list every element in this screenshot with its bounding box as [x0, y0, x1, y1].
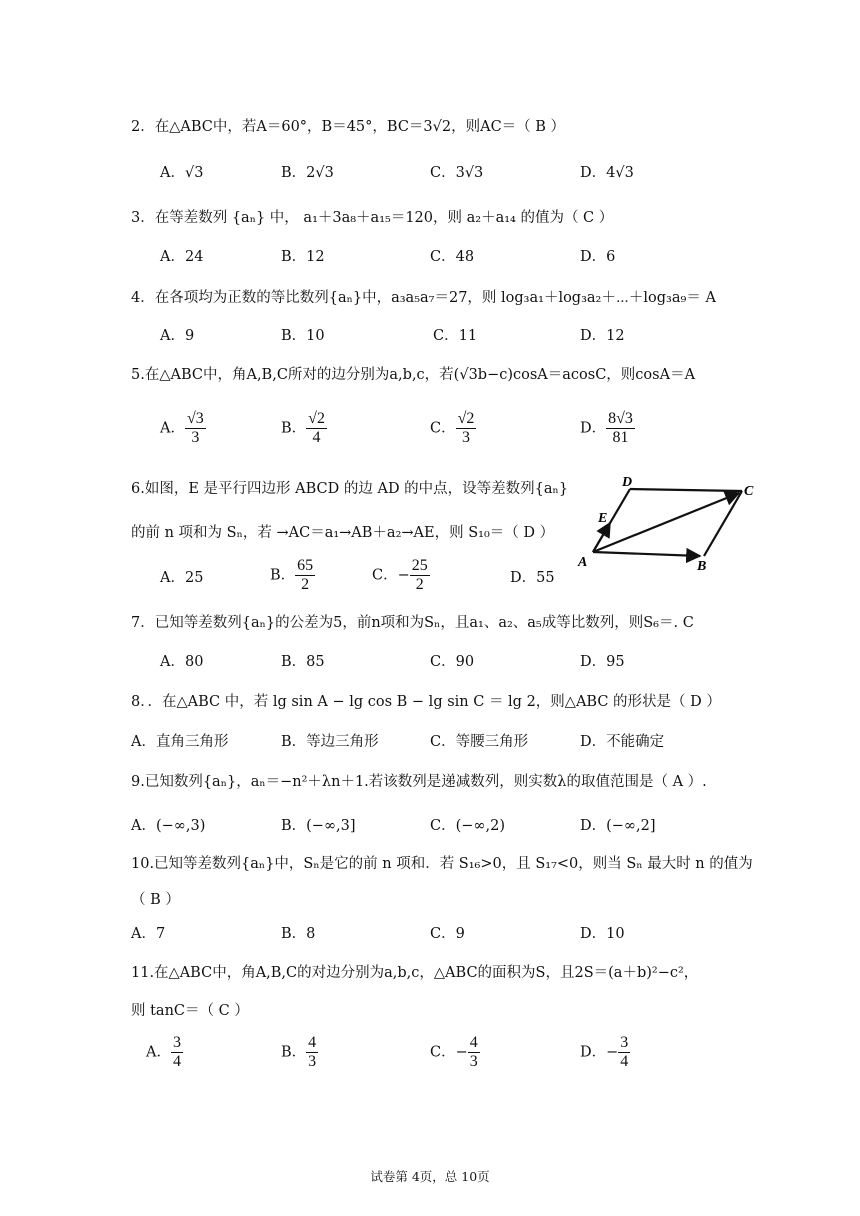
question-4-stem: 4．在各项均为正数的等比数列{aₙ}中，a₃a₅a₇＝27，则 log₃a₁＋log₃a₂＋⋯＋log₃a₉＝ A — [131, 290, 716, 306]
question-10-stem-line2: （ B ） — [131, 892, 180, 908]
q10-option-a: A．7 — [131, 926, 166, 942]
q9-option-a: A．(−∞,3) — [131, 818, 206, 834]
q3-option-b: B．12 — [281, 249, 325, 265]
label-c: C — [744, 484, 754, 499]
q7-option-b: B．85 — [281, 654, 325, 670]
q2-option-b: B．2√3 — [281, 165, 334, 181]
q4-option-d: D．12 — [580, 328, 625, 344]
q6-option-d: D．55 — [510, 570, 555, 586]
q2-option-a: A．√3 — [160, 165, 204, 181]
question-5-stem: 5.在△ABC中，角A,B,C所对的边分别为a,b,c，若(√3b−c)cosA＝acosC，则cosA＝A — [131, 367, 696, 383]
q3-option-a: A．24 — [160, 249, 204, 265]
label-d: D — [622, 475, 633, 490]
q7-option-a: A．80 — [160, 654, 204, 670]
parallelogram-figure — [560, 470, 790, 580]
question-10-stem-line1: 10.已知等差数列{aₙ}中，Sₙ是它的前 n 项和．若 S₁₆>0，且 S₁₇<0，则当 Sₙ 最大时 n 的值为 — [131, 856, 753, 872]
q9-option-d: D．(−∞,2] — [580, 818, 656, 834]
q11-option-d: D．− $\frac{3}{4}$ — [580, 1034, 629, 1070]
q11-option-a: A． $\frac{3}{4}$ — [146, 1034, 181, 1070]
question-11-stem-line1: 11.在△ABC中，角A,B,C的对边分别为a,b,c，△ABC的面积为S，且2S＝(a＋b)²−c²， — [131, 965, 699, 981]
q4-option-b: B．10 — [281, 328, 325, 344]
q10-option-d: D．10 — [580, 926, 625, 942]
q10-option-b: B．8 — [281, 926, 316, 942]
side-cb — [704, 491, 742, 556]
q5-option-c: C． $\frac{√2}{3}$ — [430, 410, 475, 446]
q2-option-c: C．3√3 — [430, 165, 484, 181]
q11-option-b: B． $\frac{4}{3}$ — [281, 1034, 317, 1070]
q8-option-d: D．不能确定 — [580, 734, 665, 750]
q10-option-c: C．9 — [430, 926, 465, 942]
label-e: E — [598, 511, 608, 526]
q4-option-c: C．11 — [433, 328, 478, 344]
vector-ab — [593, 552, 700, 556]
q2-option-d: D．4√3 — [580, 165, 634, 181]
q6-option-a: A．25 — [160, 570, 204, 586]
q5-option-d: D． $\frac{8√3}{81}$ — [580, 410, 633, 446]
q9-option-c: C．(−∞,2) — [430, 818, 505, 834]
q6-option-b: B． $\frac{65}{2}$ — [270, 557, 314, 593]
question-9-stem: 9.已知数列{aₙ}，aₙ＝−n²＋λn＋1.若该数列是递减数列，则实数λ的取值范围是（ A ）. — [131, 774, 707, 790]
q7-option-c: C．90 — [430, 654, 475, 670]
q3-option-d: D．6 — [580, 249, 616, 265]
vector-ac — [593, 493, 739, 552]
q9-option-b: B．(−∞,3] — [281, 818, 356, 834]
q8-option-b: B．等边三角形 — [281, 734, 379, 750]
side-dc — [630, 489, 742, 491]
question-2-stem: 2．在△ABC中，若A＝60°，B＝45°，BC＝3√2，则AC＝（ B ） — [131, 119, 566, 135]
q11-option-c: C．− $\frac{4}{3}$ — [430, 1034, 478, 1070]
q3-option-c: C．48 — [430, 249, 475, 265]
q8-option-a: A．直角三角形 — [131, 734, 229, 750]
q8-option-c: C．等腰三角形 — [430, 734, 529, 750]
label-a: A — [578, 555, 588, 570]
q7-option-d: D．95 — [580, 654, 625, 670]
question-3-stem: 3．在等差数列 {aₙ} 中， a₁＋3a₈＋a₁₅＝120，则 a₂＋a₁₄ 的值为（ C ） — [131, 210, 614, 226]
question-6-stem-line1: 6.如图，E 是平行四边形 ABCD 的边 AD 的中点，设等差数列{aₙ} — [131, 481, 569, 497]
question-7-stem: 7．已知等差数列{aₙ}的公差为5，前n项和为Sₙ，且a₁、a₂、a₅成等比数列，则S₆＝. C — [131, 615, 694, 631]
page-footer: 试卷第 4页，总 10页 — [370, 1169, 490, 1184]
question-6-stem-line2: 的前 n 项和为 Sₙ，若 →AC＝a₁→AB＋a₂→AE，则 S₁₀＝（ D ） — [131, 525, 555, 541]
q5-option-b: B． $\frac{√2}{4}$ — [281, 410, 325, 446]
q6-option-c: C．− $\frac{25}{2}$ — [372, 557, 428, 593]
q4-option-a: A．9 — [160, 328, 195, 344]
question-8-stem: 8．．在△ABC 中，若 lg sin A − lg cos B − lg sin C ＝ lg 2，则△ABC 的形状是（ D ） — [131, 694, 721, 710]
q5-option-a: A． $\frac{√3}{3}$ — [160, 410, 204, 446]
question-11-stem-line2: 则 tanC＝（ C ） — [131, 1003, 249, 1019]
label-b: B — [697, 559, 707, 574]
